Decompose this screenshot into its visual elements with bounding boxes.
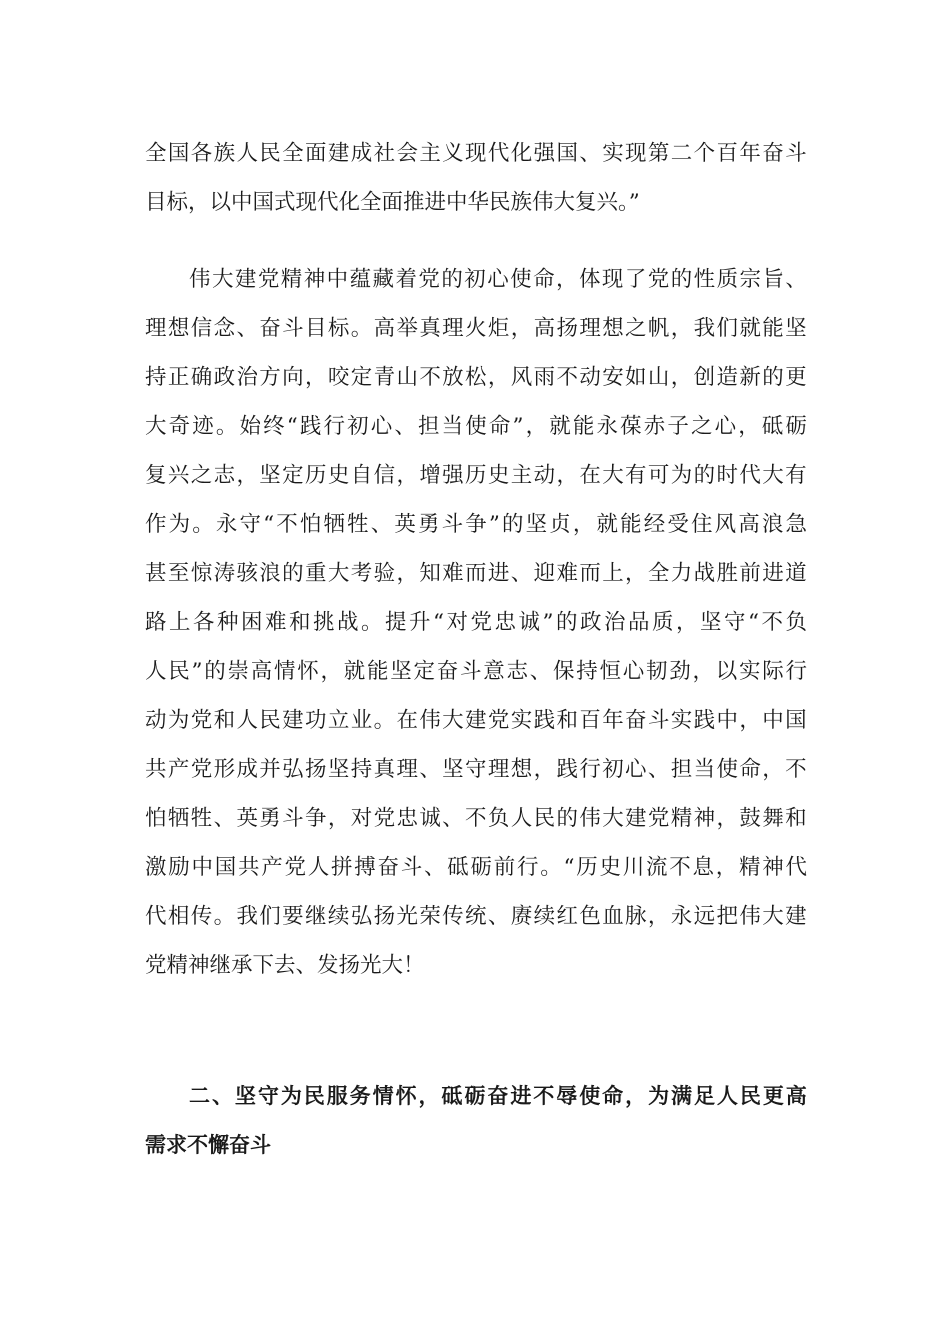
text-line: 路 上 各 种 困 难 和 挑 战 。 提 升 “ 对 党 忠 诚 ” 的 政 治 品 质 ， 坚 守 “ 不 负: [145, 610, 807, 635]
text-line: 激 励 中 国 共 产 党 人 拼 搏 奋 斗 、 砥 砺 前 行 。 “ 历 史 川 流 不 息 ， 精 神 代: [145, 855, 807, 880]
text-line: 共 产 党 形 成 并 弘 扬 坚 持 真 理 、 坚 守 理 想 ， 践 行 初 心 、 担 当 使 命 ， 不: [145, 757, 807, 782]
text-line: 复 兴 之 志 ， 坚 定 历 史 自 信 ， 增 强 历 史 主 动 ， 在 大 有 可 为 的 时 代 大 有: [145, 463, 807, 488]
text-line: 甚 至 惊 涛 骇 浪 的 重 大 考 验 ， 知 难 而 进 、 迎 难 而 上 ， 全 力 战 胜 前 进 道: [145, 561, 807, 586]
text-line: 党精神继承下去、发扬光大！: [145, 953, 425, 978]
text-line: 伟 大 建 党 精 神 中 蕴 藏 着 党 的 初 心 使 命 ， 体 现 了 党 的 性 质 宗 旨 、: [189, 267, 807, 292]
text-line: 大 奇 迹 。 始 终 “ 践 行 初 心 、 担 当 使 命 ” ， 就 能 永 葆 赤 子 之 心 ， 砥 砺: [145, 414, 807, 439]
text-line: 动 为 党 和 人 民 建 功 立 业 。 在 伟 大 建 党 实 践 和 百 年 奋 斗 实 践 中 ， 中 国: [145, 708, 807, 733]
text-line: 怕 牺 牲 、 英 勇 斗 争 ， 对 党 忠 诚 、 不 负 人 民 的 伟 大 建 党 精 神 ， 鼓 舞 和: [145, 806, 807, 831]
text-line: 代 相 传 。 我 们 要 继 续 弘 扬 光 荣 传 统 、 赓 续 红 色 血 脉 ， 永 远 把 伟 大 建: [145, 904, 807, 929]
heading-line: 二 、 坚 守 为 民 服 务 情 怀 ， 砥 砺 奋 进 不 辱 使 命 ， 为 满 足 人 民 更 高: [189, 1084, 807, 1108]
text-line: 全 国 各 族 人 民 全 面 建 成 社 会 主 义 现 代 化 强 国 、 实 现 第 二 个 百 年 奋 斗: [145, 141, 807, 166]
heading-line: 需求不懈奋斗: [145, 1133, 271, 1157]
text-line: 目标，以中国式现代化全面推进中华民族伟大复兴。”: [145, 190, 640, 215]
text-line: 人 民 ” 的 崇 高 情 怀 ， 就 能 坚 定 奋 斗 意 志 、 保 持 恒 心 韧 劲 ， 以 实 际 行: [145, 659, 807, 684]
text-line: 理 想 信 念 、 奋 斗 目 标 。 高 举 真 理 火 炬 ， 高 扬 理 想 之 帆 ， 我 们 就 能 坚: [145, 316, 807, 341]
text-line: 作 为 。 永 守 “ 不 怕 牺 牲 、 英 勇 斗 争 ” 的 坚 贞 ， 就 能 经 受 住 风 高 浪 急: [145, 512, 807, 537]
text-line: 持 正 确 政 治 方 向 ， 咬 定 青 山 不 放 松 ， 风 雨 不 动 安 如 山 ， 创 造 新 的 更: [145, 365, 807, 390]
